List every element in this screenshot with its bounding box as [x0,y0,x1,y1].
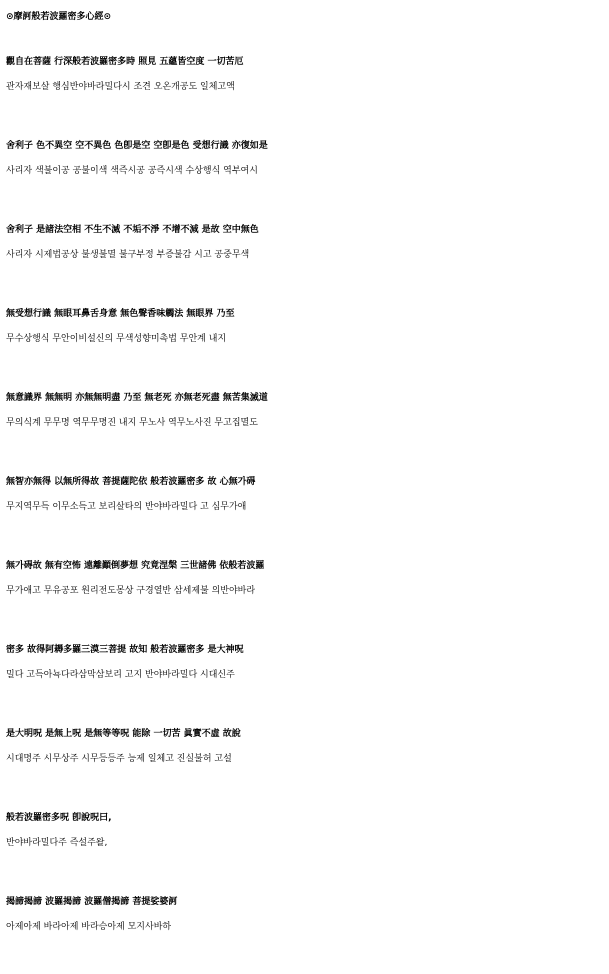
stanza-1 [6,50,606,134]
hangul-line: 관자재보살 행심반야바라밀다시 조견 오온개공도 일체고액 [6,82,235,92]
hangul-line: 사리자 시제법공상 불생불멸 불구부정 부증불감 시고 공중무색 [6,250,250,260]
hangul-line: 사리자 색불이공 공불이색 색즉시공 공즉시색 수상행식 역부여시 [6,166,258,176]
stanza-7 [6,554,606,638]
hangul-line: 시대명주 시무상주 시무등등주 능제 일체고 진실불허 고설 [6,754,232,764]
hanja-line: 觀自在菩薩 行深般若波羅密多時 照見 五蘊皆空度 一切苦厄 [6,57,244,67]
stanza-2 [6,134,606,218]
stanza-10 [6,806,606,890]
hanja-line: 揭諦揭諦 波羅揭諦 波羅僧揭諦 菩提娑婆訶 [6,897,178,907]
hangul-line: 밀다 고득아뇩다라삼막삼보리 고지 반야바라밀다 시대신주 [6,670,235,680]
hangul-line: 무지역무득 이무소득고 보리살타의 반야바라밀다 고 심무가애 [6,502,247,512]
sutra-document [6,6,606,974]
stanza-8 [6,638,606,722]
hangul-line: 아제아제 바라아제 바라승아제 모지사바하 [6,922,172,932]
stanza-9 [6,722,606,806]
stanza-11 [6,890,606,974]
sutra-title: ⊙摩訶般若波羅密多心經⊙ [6,12,112,22]
hanja-line: 密多 故得阿耨多羅三漠三菩提 故知 般若波羅密多 是大神呪 [6,645,244,655]
hangul-line: 무수상행식 무안이비설신의 무색성향미촉법 무안계 내지 [6,334,227,344]
hangul-line: 무의식계 무무명 역무무명진 내지 무노사 역무노사진 무고집멸도 [6,418,258,428]
hangul-line: 반야바라밀다주 즉설주왈, [6,838,108,848]
hanja-line: 無意識界 無無明 亦無無明盡 乃至 無老死 亦無老死盡 無苦集滅道 [6,393,268,403]
hanja-line: 無受想行識 無眼耳鼻舌身意 無色聲香味觸法 無眼界 乃至 [6,309,235,319]
hanja-line: 是大明呪 是無上呪 是無等等呪 能除 一切苦 眞實不虛 故說 [6,729,241,739]
stanza-3 [6,218,606,302]
hanja-line: 舍利子 是諸法空相 不生不滅 不垢不淨 不增不減 是故 空中無色 [6,225,259,235]
hangul-line: 무가애고 무유공포 원리전도몽상 구경열반 삼세제불 의반야바라 [6,586,256,596]
hanja-line: 般若波羅密多呪 卽說呪曰, [6,813,112,823]
stanza-4 [6,302,606,386]
hanja-line: 無智亦無得 以無所得故 菩提薩陀依 般若波羅密多 故 心無가碍 [6,477,256,487]
hanja-line: 舍利子 色不異空 空不異色 色卽是空 空卽是色 受想行識 亦復如是 [6,141,268,151]
stanza-5 [6,386,606,470]
stanza-6 [6,470,606,554]
hanja-line: 無가碍故 無有空怖 遠離顚倒夢想 究竟涅槃 三世諸佛 依般若波羅 [6,561,265,571]
